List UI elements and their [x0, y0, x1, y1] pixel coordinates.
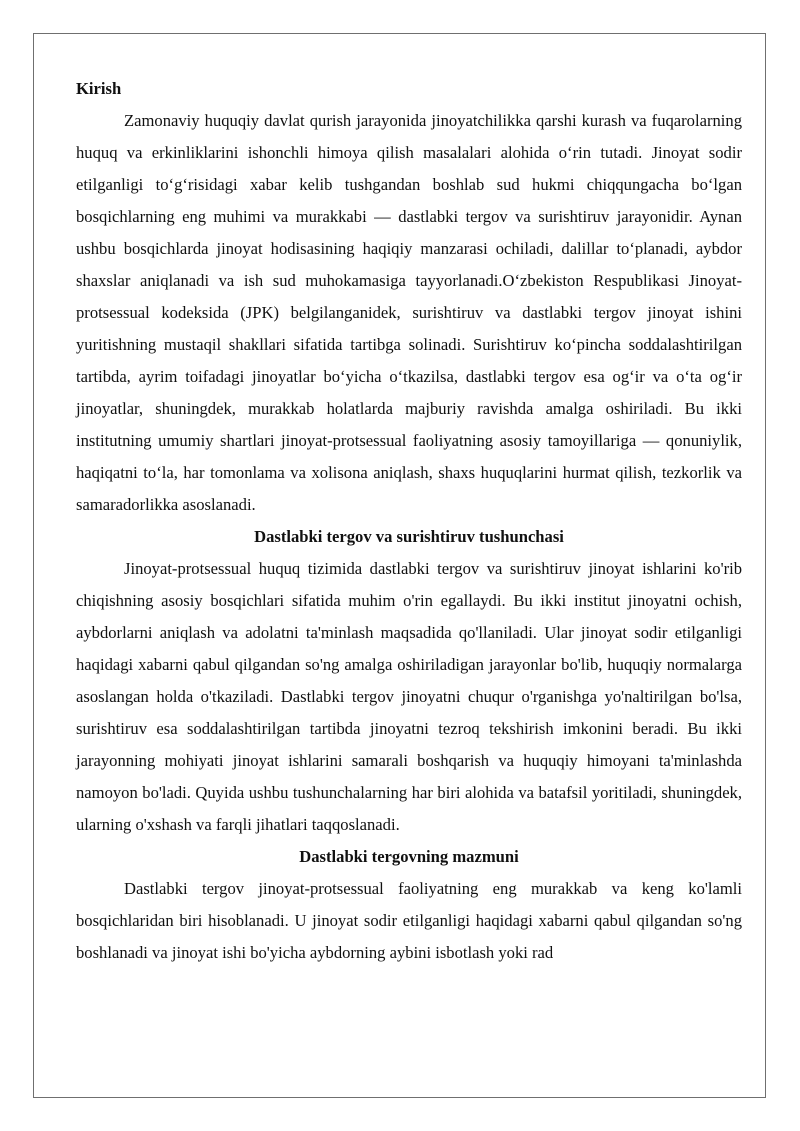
section-heading-concept: Dastlabki tergov va surishtiruv tushunchasi — [254, 527, 564, 546]
paragraph-concept: Jinoyat-protsessual huquq tizimida dastlabki tergov va surishtiruv jinoyat ishlarini ko'rib chiqishning asosiy bosqichlari sifatida muhim o'rin egallaydi. Bu ikki institut jinoyatni ochish, aybdorlarni aniqlash va adolatni ta'minlash maqsadida qo'llaniladi. Ular jinoyat sodir etilganligi haqidagi xabarni qabul qilgandan so'ng amalga oshiriladigan jarayonlar bo'lib, huquqiy normalarga asoslangan holda o'tkaziladi. Dastlabki tergov jinoyatni chuqur o'rganishga yo'naltirilgan bo'lsa, surishtiruv esa soddalashtirilgan tartibda jinoyatni tezroq tekshirish imkonini beradi. Bu ikki jarayonning mohiyati jinoyat ishlarini samarali boshqarish va huquqiy himoyani ta'minlashda namoyon bo'ladi. Quyida ushbu tushunchalarning har biri alohida va batafsil yoritiladi, shuningdek, ularning o'xshash va farqli jihatlari taqqoslanadi. — [76, 559, 742, 834]
paragraph-introduction: Zamonaviy huquqiy davlat qurish jarayonida jinoyatchilikka qarshi kurash va fuqarolarning huquq va erkinliklarini ishonchli himoya qilish masalalari alohida o‘rin tutadi. Jinoyat sodir etilganligi to‘g‘risidagi xabar kelib tushgandan boshlab sud hukmi chiqqungacha bo‘lgan bosqichlarning eng muhimi va murakkabi — dastlabki tergov va surishtiruv jarayonidir. Aynan ushbu bosqichlarda jinoyat hodisasining haqiqiy manzarasi ochiladi, dalillar to‘planadi, aybdor shaxslar aniqlanadi va ish sud muhokamasiga tayyorlanadi.O‘zbekiston Respublikasi Jinoyat-protsessual kodeksida (JPK) belgilanganidek, surishtiruv va dastlabki tergov jinoyat ishini yuritishning mustaqil shakllari sifatida tartibga solinadi. Surishtiruv ko‘pincha soddalashtirilgan tartibda, ayrim toifadagi jinoyatlar bo‘yicha o‘tkazilsa, dastlabki tergov esa og‘ir va o‘ta og‘ir jinoyatlar, shuningdek, murakkab holatlarda majburiy ravishda amalga oshiriladi. Bu ikki institutning umumiy shartlari jinoyat-protsessual faoliyatning asosiy tamoyillariga — qonuniylik, haqiqatni to‘la, har tomonlama va xolisona aniqlash, shaxs huquqlarini hurmat qilish, tezkorlik va samaradorlikka asoslanadi. — [76, 111, 742, 514]
document-body — [76, 73, 742, 969]
paragraph-preliminary-investigation: Dastlabki tergov jinoyat-protsessual faoliyatning eng murakkab va keng ko'lamli bosqichlaridan biri hisoblanadi. U jinoyat sodir etilganligi haqidagi xabarni qabul qilgandan so'ng boshlanadi va jinoyat ishi bo'yicha aybdorning aybini isbotlash yoki rad — [76, 879, 742, 962]
section-heading-preliminary-investigation: Dastlabki tergovning mazmuni — [299, 847, 519, 866]
section-heading-introduction: Kirish — [76, 79, 122, 98]
